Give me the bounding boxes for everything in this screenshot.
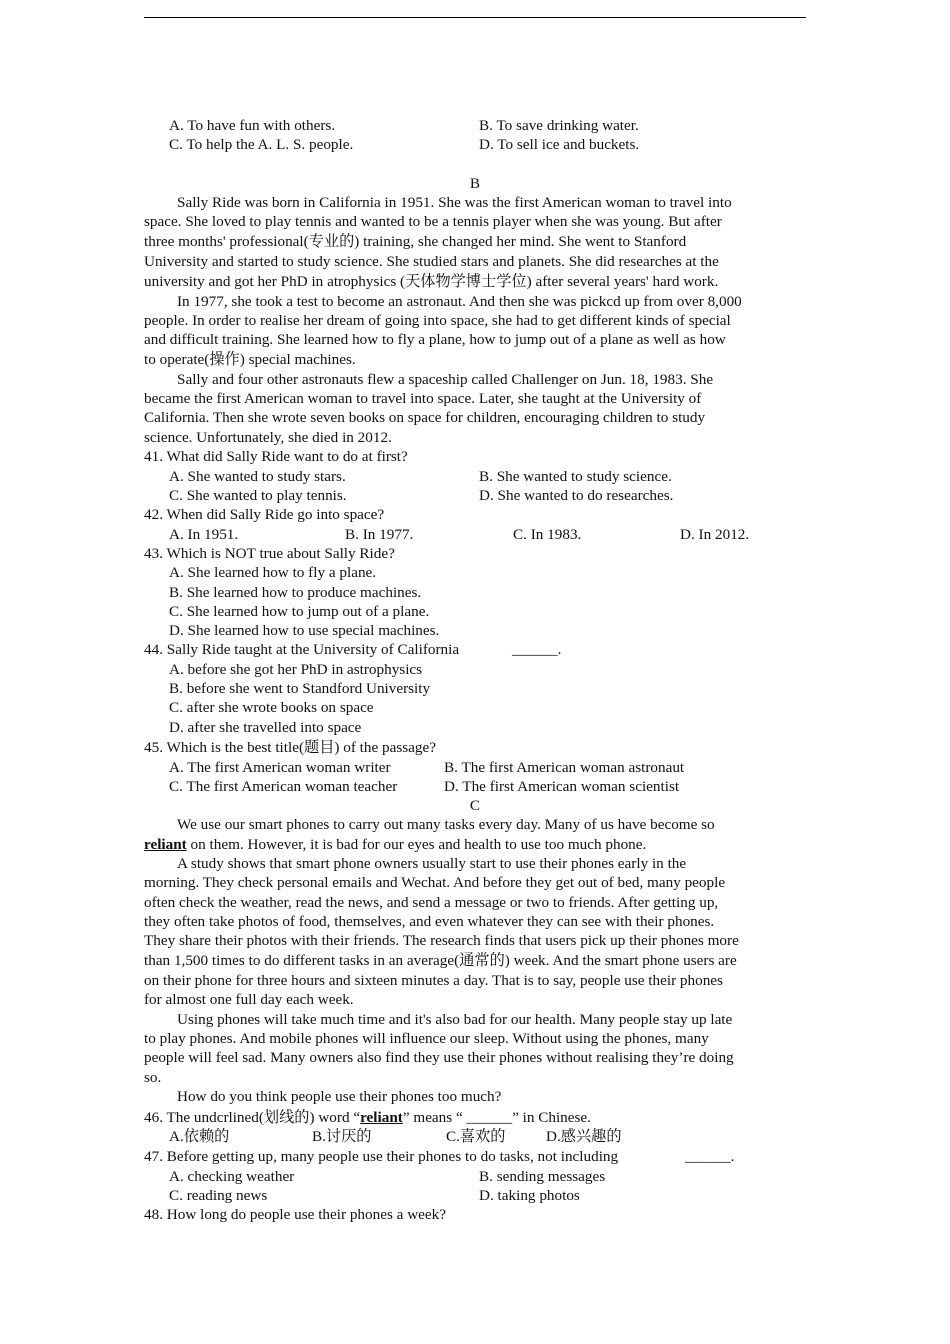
- q41-option-c: C. She wanted to play tennis.: [169, 487, 347, 504]
- q41-stem: 41. What did Sally Ride want to do at first?: [144, 448, 408, 465]
- passage-b-line: In 1977, she took a test to become an astronaut. And then she was pickcd up from over 8,000: [177, 293, 742, 310]
- passage-c-line: to play phones. And mobile phones will influence our sleep. Without using the phones, many: [144, 1030, 709, 1047]
- passage-b-line: California. Then she wrote seven books on space for children, encouraging children to study: [144, 409, 706, 426]
- q45-option-a: A. The first American woman writer: [169, 759, 391, 776]
- passage-c-line: often check the weather, read the news, and send a message or two to friends. After getting up,: [144, 894, 719, 911]
- passage-c-line: they often take photos of food, themselves, and even whatever they can see with their phones.: [144, 913, 715, 930]
- passage-b-line: space. She loved to play tennis and wanted to be a tennis player when she was young. But after: [144, 213, 722, 230]
- passage-c-line: than 1,500 times to do different tasks in an average(通常的) week. And the smart phone users are: [144, 952, 737, 969]
- passage-b-line: people. In order to realise her dream of going into space, she had to get different kinds of special: [144, 312, 731, 329]
- q46-option-c: C.喜欢的: [446, 1128, 506, 1145]
- q46-option-b: B.讨厌的: [312, 1128, 372, 1145]
- passage-c-line: morning. They check personal emails and Wechat. And before they get out of bed, many people: [144, 874, 726, 891]
- header-rule: [144, 17, 806, 18]
- q45-stem: 45. Which is the best title(题目) of the passage?: [144, 739, 437, 756]
- passage-c-line: [144, 835, 646, 854]
- q46-option-d: D.感兴趣的: [546, 1128, 622, 1145]
- q48-stem: 48. How long do people use their phones a week?: [144, 1206, 446, 1223]
- passage-c-line-rest: on them. However, it is bad for our eyes and health to use too much phone.: [186, 836, 647, 853]
- q40-option-b: B. To save drinking water.: [479, 117, 639, 134]
- q45-option-c: C. The first American woman teacher: [169, 778, 398, 795]
- q40-option-c: C. To help the A. L. S. people.: [169, 136, 354, 153]
- passage-b-line: three months' professional(专业的) training, she changed her mind. She went to Stanford: [144, 233, 687, 250]
- q45-option-d: D. The first American woman scientist: [444, 778, 680, 795]
- q42-option-d: D. In 2012.: [680, 526, 750, 543]
- passage-c-line: on their phone for three hours and sixteen minutes a day. That is to say, people use their phones: [144, 972, 723, 989]
- passage-c-line: How do you think people use their phones too much?: [177, 1088, 502, 1105]
- underlined-word-reliant: reliant: [144, 836, 187, 853]
- q42-option-a: A. In 1951.: [169, 526, 239, 543]
- passage-c-line: so.: [144, 1069, 162, 1086]
- q40-option-a: A. To have fun with others.: [169, 117, 336, 134]
- q43-option-a: A. She learned how to fly a plane.: [169, 564, 377, 581]
- passage-c-line: We use our smart phones to carry out many tasks every day. Many of us have become so: [177, 816, 715, 833]
- passage-b-line: University and started to study science. She studied stars and planets. She did researches at the: [144, 253, 719, 270]
- passage-b-line: became the first American woman to travel into space. Later, she taught at the University of: [144, 390, 702, 407]
- q41-option-a: A. She wanted to study stars.: [169, 468, 346, 485]
- q40-option-d: D. To sell ice and buckets.: [479, 136, 640, 153]
- passage-c-line: people will feel sad. Many owners also find they use their phones without realising they’re doing: [144, 1049, 734, 1066]
- q43-option-c: C. She learned how to jump out of a plane.: [169, 603, 430, 620]
- q41-option-b: B. She wanted to study science.: [479, 468, 672, 485]
- q47-option-c: C. reading news: [169, 1187, 268, 1204]
- q44-option-c: C. after she wrote books on space: [169, 699, 374, 716]
- section-b-heading: B: [469, 175, 481, 192]
- q43-stem: 43. Which is NOT true about Sally Ride?: [144, 545, 395, 562]
- q44-option-d: D. after she travelled into space: [169, 719, 362, 736]
- passage-c-line: A study shows that smart phone owners usually start to use their phones early in the: [177, 855, 687, 872]
- q43-option-b: B. She learned how to produce machines.: [169, 584, 422, 601]
- q44-stem: 44. Sally Ride taught at the University of California: [144, 641, 460, 658]
- q44-blank: ______.: [512, 641, 562, 658]
- q41-option-d: D. She wanted to do researches.: [479, 487, 674, 504]
- q46-stem: 46. The undcrlined(划线的) word “reliant” means “ ______” in Chinese.: [144, 1109, 591, 1126]
- passage-c-line: Using phones will take much time and it's also bad for our health. Many people stay up late: [177, 1011, 733, 1028]
- q47-stem: 47. Before getting up, many people use their phones to do tasks, not including: [144, 1148, 619, 1165]
- section-c-heading: C: [469, 797, 481, 814]
- q47-blank: ______.: [685, 1148, 735, 1165]
- passage-b-line: university and got her PhD in atrophysics (天体物学博士学位) after several years' hard work.: [144, 273, 719, 290]
- q47-option-d: D. taking photos: [479, 1187, 580, 1204]
- q42-option-c: C. In 1983.: [513, 526, 582, 543]
- passage-b-line: Sally and four other astronauts flew a spaceship called Challenger on Jun. 18, 1983. She: [177, 371, 714, 388]
- q47-option-a: A. checking weather: [169, 1168, 295, 1185]
- passage-b-line: Sally Ride was born in California in 1951. She was the first American woman to travel into: [177, 194, 732, 211]
- passage-c-line: They share their photos with their friends. The research finds that users pick up their phones more: [144, 932, 739, 949]
- q42-option-b: B. In 1977.: [345, 526, 414, 543]
- q47-option-b: B. sending messages: [479, 1168, 606, 1185]
- q43-option-d: D. She learned how to use special machines.: [169, 622, 440, 639]
- q42-stem: 42. When did Sally Ride go into space?: [144, 506, 385, 523]
- q44-option-a: A. before she got her PhD in astrophysics: [169, 661, 423, 678]
- q46-underlined-word: reliant: [360, 1109, 403, 1126]
- q45-option-b: B. The first American woman astronaut: [444, 759, 685, 776]
- q46-option-a: A.依赖的: [169, 1128, 230, 1145]
- passage-b-line: science. Unfortunately, she died in 2012.: [144, 429, 392, 446]
- passage-b-line: and difficult training. She learned how to fly a plane, how to jump out of a plane as well as how: [144, 331, 726, 348]
- passage-c-line: for almost one full day each week.: [144, 991, 354, 1008]
- q44-option-b: B. before she went to Standford University: [169, 680, 431, 697]
- passage-b-line: to operate(操作) special machines.: [144, 351, 356, 368]
